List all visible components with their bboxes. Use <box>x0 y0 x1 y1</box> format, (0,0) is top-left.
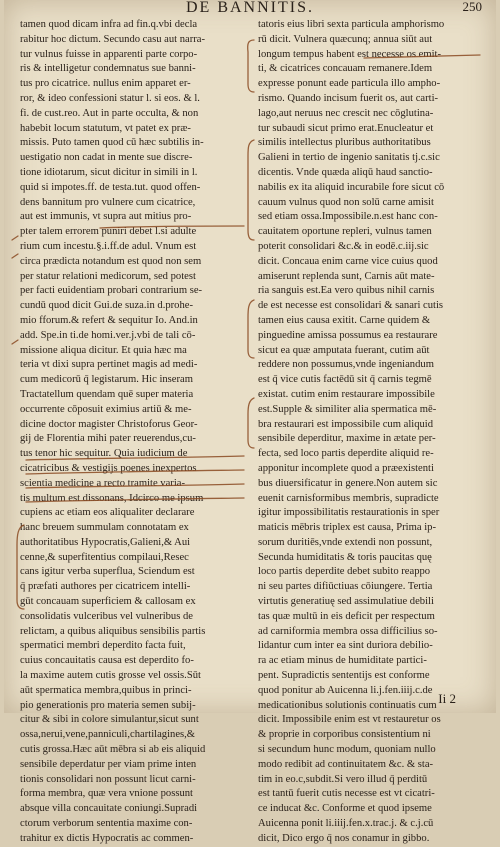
text-line: dens bannitum pro vulnere cum cicatrice, <box>20 196 196 208</box>
text-line: per statur relationi medicorum, sed potest <box>20 270 196 282</box>
text-line: ti, & cicatrices concauam remanere.Idem <box>258 63 433 75</box>
text-line: ossa,nerui,vene,panniculi,chartilagines,& <box>20 729 196 741</box>
text-line: igitur impossibilitatis restaurationis in sper <box>258 507 440 519</box>
text-line: cenne,& superfitentius compilaui,Resec <box>20 551 189 563</box>
text-line: pio generationis pro materia semen subij- <box>20 699 196 711</box>
text-line: uestigatio non cadat in mente sue discre- <box>20 152 193 164</box>
text-line: dicentis. Vnde quæda aliqū haud sanctio- <box>258 166 433 178</box>
margin-stroke-mark <box>12 236 18 240</box>
margin-stroke-mark <box>12 340 18 344</box>
text-line: pter talem errorem puniri debet l.si adulte <box>20 226 197 238</box>
text-line: hanc breuem summulam connotatam ex <box>20 522 189 534</box>
text-line: tim in eo.c,subdit.Si vero illud q̄ perditū <box>258 773 428 785</box>
text-line: existat. cutim enim restaurare impossibile <box>258 388 435 400</box>
text-line: forma membra, quæ vera vnione possunt <box>20 788 193 800</box>
text-line: sensibile deperditur, maxime in ætate per- <box>258 433 436 445</box>
text-line: per facti euidentiam probari contrarium se- <box>20 285 203 297</box>
text-line: authoritatibus Hypocratis,Galieni,& Aui <box>20 536 191 548</box>
text-line: cutis grossa.Hæc aūt mēbra si ab eis aliquid <box>20 744 206 756</box>
text-line: add. Spe.in ti.de homi.ver.j.vbi de tali cō- <box>20 329 196 341</box>
text-line: relictam, a quibus aliquibus sensibilis partis <box>20 625 206 637</box>
text-line: & proprie in corporibus consistentium ni <box>258 729 431 741</box>
text-line: tamen quod dicam infra ad fin.q.vbi decla <box>20 19 198 30</box>
text-line: ris & intelligetur condemnatus sue banni- <box>20 63 196 75</box>
text-line: ror, & ideo confessioni statur l. si eos. & l. <box>20 92 200 104</box>
text-line: ad carniformia membra ossa difficilius so- <box>258 625 438 637</box>
margin-stroke-mark <box>12 254 18 258</box>
text-line: quid si impotes.ff. de testa.tut. quod offen- <box>20 181 201 193</box>
text-line: ria sanguis est.Ea vero quibus nihil carnis <box>258 285 435 297</box>
text-line: virtutis generatiuę sed assimulatiue debili <box>258 596 434 608</box>
book-page <box>4 0 496 844</box>
text-line: gūt concauam superficiem & callosam ex <box>20 596 196 608</box>
text-line: tis multum est dissonans, Idcirco me ipsum <box>20 492 204 504</box>
text-line: dicit. Impossibile enim est vt restauretur os <box>258 714 441 726</box>
text-line: tur subaudi sicut primo erat.Enucleatur et <box>258 122 434 134</box>
text-line: absque villa concauitate coniungi.Supradi <box>20 803 198 815</box>
text-line: bus diuersificatur in genere.Non autem sic <box>258 477 438 489</box>
text-line: ni seu partes difiūctiuas cōiungere. Tertia <box>258 581 433 593</box>
text-line: reddere non possumus,vnde ingeniandum <box>258 359 434 371</box>
text-line: cauum vulnus quod non solū carne amisit <box>258 196 434 208</box>
text-line: fecta, sed loco partis deperdite aliquid re- <box>258 448 434 460</box>
text-line: ctorum verborum sententia maxime con- <box>20 818 193 830</box>
text-line: cuius concauitatis causa est deperdito fo- <box>20 655 194 667</box>
text-line: tus pro cicatrice. nullus enim apparet er- <box>20 78 191 90</box>
text-line: bra restaurari est impossibile cum aliquid <box>258 418 434 430</box>
text-line: scientia medicine a recto tramite varia- <box>20 477 185 489</box>
text-line: citur & sibi in colore simulantur,sicut sunt <box>20 714 199 726</box>
text-line: occurrente cōposuit eximius artiū & me- <box>20 403 192 415</box>
text-line: la maxime autem cutis grosse vel ossis.Sūt <box>20 670 201 682</box>
text-line: cans igitur verba superflua, Sciendum est <box>20 566 195 578</box>
text-line: sed etiam ossa.Impossibile.n.est hanc con- <box>258 211 438 223</box>
text-line: tamen eius causa exitit. Carne quidem & <box>258 314 431 326</box>
text-line: teria vt dixi supra pertinet magis ad medi- <box>20 359 198 371</box>
text-line: euenit carnisformibus membris, supradicte <box>258 492 439 504</box>
signature-mark: Ii 2 <box>438 691 456 706</box>
text-line: cupiens ac etiam eos aliqualiter declarare <box>20 507 195 519</box>
text-line: pent. Supradictis sententijs est conforme <box>258 670 430 682</box>
text-line: tatoris eius libri sexta particula amphorismo <box>258 19 445 30</box>
text-line: modo redibit ad continuitatem &c. & sta- <box>258 758 434 770</box>
text-line: aut est immunis, vt supra aut mitius pro- <box>20 211 192 223</box>
text-line: si secundum hunc modum, quoniam nullo <box>258 744 436 756</box>
margin-bracket-mark <box>248 398 254 448</box>
text-line: poterit consolidari &c.& in eodē.c.iij.sic <box>258 240 429 252</box>
text-line: longum tempus habent est necesse os emit- <box>258 48 441 60</box>
text-line: rium cum incestu.§.i.ff.de adul. Vnum est <box>20 240 197 252</box>
text-line: sicut ea quæ amputata fuerant, cutim aūt <box>258 344 430 356</box>
text-line: quod ponitur ab Auicenna li.j.fen.iiij.c.de <box>258 684 433 696</box>
text-line: lago,aut neruus nec crescit nec cōglutina- <box>258 107 434 119</box>
text-line: expresse ponunt eade particula illo ampho- <box>258 78 441 90</box>
text-line: dicit, Dico ergo q̄ nos conamur in gibbo. <box>258 832 430 844</box>
text-line: maticis mēbris triplex est causa, Prima ip- <box>258 522 436 534</box>
text-line: tus tenor hic sequitur. Quia iudicium de <box>20 448 188 460</box>
text-line: lidantur cum inter ea sint duriora debilio- <box>258 640 433 652</box>
text-line: tione idiotarum, sicut dicitur in simili in l. <box>20 166 198 178</box>
folio-number: 250 <box>462 0 482 14</box>
text-line: spermatici membri deperdito facta fuit, <box>20 640 186 652</box>
margin-bracket-mark <box>248 300 254 358</box>
text-line: est q̄ vice cutis factēdū sit q̄ carnis tegmē <box>258 374 432 386</box>
text-line: sensibile deperdatur per viam prime inten <box>20 758 197 770</box>
text-line: mio fforum.& refert & sequitur Io. And.in <box>20 314 198 326</box>
text-line: Tractatellum quendam quē super materia <box>20 388 194 400</box>
left-text-column <box>20 18 242 847</box>
text-line: pinguedine amissa possumus ea restaurare <box>258 329 438 341</box>
text-line: est.Supple & similiter alia spermatica mē- <box>258 403 437 415</box>
text-line: dicine doctor magister Christoforus Geor- <box>20 418 198 430</box>
text-line: cauitatem oportune repleri, vulnus tamen <box>258 226 432 238</box>
text-line: aūt spermatica membra,quibus in princi- <box>20 684 192 696</box>
text-line: rū dicit. Vulnera quæcunq; annua siūt aut <box>258 33 433 45</box>
right-text-column <box>258 18 484 847</box>
text-line: habebit locum statutum, vt patet ex præ- <box>20 122 191 134</box>
text-line: de est necesse est consolidari & sanari cutis <box>258 300 444 312</box>
margin-bracket-mark <box>248 140 254 240</box>
text-line: ce inducat &c. Conforme et quod ipseme <box>258 803 432 815</box>
text-line: cundū quod dicit Gui.de suza.in d.prohe- <box>20 300 193 312</box>
text-line: q̄ præfati authores per cicatricem intelli- <box>20 581 191 593</box>
text-line: Galieni in tertio de ingenio sanitatis tj.c.sic <box>258 152 440 164</box>
text-line: ra ac etiam minus de humiditate partici- <box>258 655 427 667</box>
text-line: apponitur incomplete quod a præexistenti <box>258 462 434 474</box>
text-line: missione aliqua dicitur. Et quia hæc ma <box>20 344 187 356</box>
text-line: sorum duritiēs,vnde extendi non possunt, <box>258 536 433 548</box>
text-line: rabitur hoc dictum. Secundo casu aut narra- <box>20 33 206 45</box>
text-line: cicatricibus & vestigijs poenes inexpertos <box>20 462 197 474</box>
text-line: Secunda humiditatis & toris paucitas quę <box>258 551 432 563</box>
margin-bracket-mark <box>248 40 254 92</box>
text-line: similis intellectus pluribus authoritatibus <box>258 137 431 149</box>
text-line: trahitur ex dictis Hypocratis ac commen- <box>20 832 194 844</box>
text-line: missis. Puto tamen quod cū hæc subtilis in- <box>20 137 204 149</box>
text-line: Auicenna ponit li.iiij.fen.x.trac.j. & c.j.cū <box>258 818 434 830</box>
text-line: tur vulnus fuisse in apparenti parte corpo- <box>20 48 198 60</box>
text-line: tionis consolidari non possunt licut carni- <box>20 773 196 785</box>
running-title: DE BANNITIS. <box>186 0 314 16</box>
text-line: dicit. Concaua enim carne vice cuius quod <box>258 255 438 267</box>
text-line: loco partis deperdite debet subito reappo <box>258 566 431 578</box>
text-line: amiserunt replenda sunt, Carnis aūt mate- <box>258 270 435 282</box>
text-line: tas quæ multū in eis deficit per respectum <box>258 610 435 622</box>
text-line: nabilis ex ita aliquid incurabile fore sicut cō <box>258 181 445 193</box>
text-line: cum medicorū q̄ legistarum. Hic inseram <box>20 374 193 386</box>
running-header <box>14 0 486 18</box>
text-line: est tantū fuerit cutis necesse est vt cicatri- <box>258 788 435 800</box>
text-line: consolidatis vulceribus vel vulneribus de <box>20 610 193 622</box>
text-line: circa prædicta notandum est quod non sem <box>20 255 202 267</box>
text-line: fi. de cust.reo. Aut in parte occulta, & non <box>20 107 199 119</box>
text-line: medicationibus solutionis continuatis cum <box>258 699 437 711</box>
text-line: gij de Florentia mihi pater reuerendus,cu- <box>20 433 196 445</box>
text-line: rismo. Quando incisum fuerit os, aut carti- <box>258 92 439 104</box>
